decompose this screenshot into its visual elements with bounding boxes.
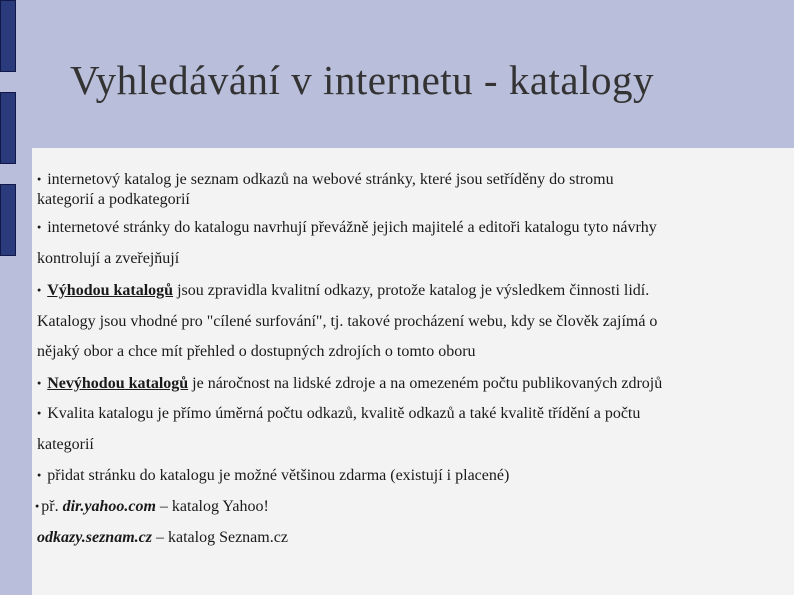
bullet-2-line-1: ● internetové stránky do katalogu navrhují převážně jejich majitelé a editoři katalogu tyto návrhy (37, 219, 657, 236)
bullet-6-line-1: ● přidat stránku do katalogu je možné většinou zdarma (existují i placené) (37, 467, 510, 484)
disadvantage-term: Nevýhodou katalogů (47, 375, 189, 392)
bullet-1-line-1: ● internetový katalog je seznam odkazů na webové stránky, které jsou setříděny do stromu (37, 171, 614, 188)
advantage-term: Výhodou katalogů (47, 282, 174, 299)
yahoo-link[interactable]: dir.yahoo.com (62, 498, 156, 515)
bullet-3-line-2: Katalogy jsou vhodné pro "cílené surfování", tj. takové procházení webu, kdy se člověk zajímá o (37, 313, 658, 330)
decor-bar-2 (0, 92, 16, 164)
bullet-1-line-2: kategorií a podkategorií (37, 191, 190, 208)
bullet-icon: ● (37, 470, 42, 479)
decor-bar-1 (0, 0, 16, 72)
bullet-7-line-1: ● př. dir.yahoo.com – katalog Yahoo! (35, 498, 269, 515)
bullet-5-line-1: ● Kvalita katalogu je přímo úměrná počtu odkazů, kvalitě odkazů a také kvalitě třídění a počtu (37, 405, 641, 422)
bullet-icon: ● (37, 378, 42, 387)
bullet-icon: ● (35, 501, 40, 510)
bullet-icon: ● (37, 174, 42, 183)
bullet-3-line-1: ● Výhodou katalogů jsou zpravidla kvalitní odkazy, protože katalog je výsledkem činnosti lidí. (37, 282, 650, 299)
bullet-3-line-3: nějaký obor a chce mít přehled o dostupných zdrojích o tomto oboru (37, 343, 476, 360)
seznam-line: odkazy.seznam.cz – katalog Seznam.cz (37, 529, 288, 546)
bullet-4-line-1: ● Nevýhodou katalogů je náročnost na lidské zdroje a na omezeném počtu publikovaných zdrojů (37, 375, 663, 392)
bullet-2-line-2: kontrolují a zveřejňují (37, 250, 180, 267)
seznam-link[interactable]: odkazy.seznam.cz (37, 529, 152, 546)
decor-bar-3 (0, 184, 16, 256)
bullet-icon: ● (37, 408, 42, 417)
bullet-icon: ● (37, 285, 42, 294)
slide-title: Vyhledávání v internetu - katalogy (70, 57, 654, 103)
bullet-icon: ● (37, 222, 42, 231)
bullet-5-line-2: kategorií (37, 436, 94, 453)
